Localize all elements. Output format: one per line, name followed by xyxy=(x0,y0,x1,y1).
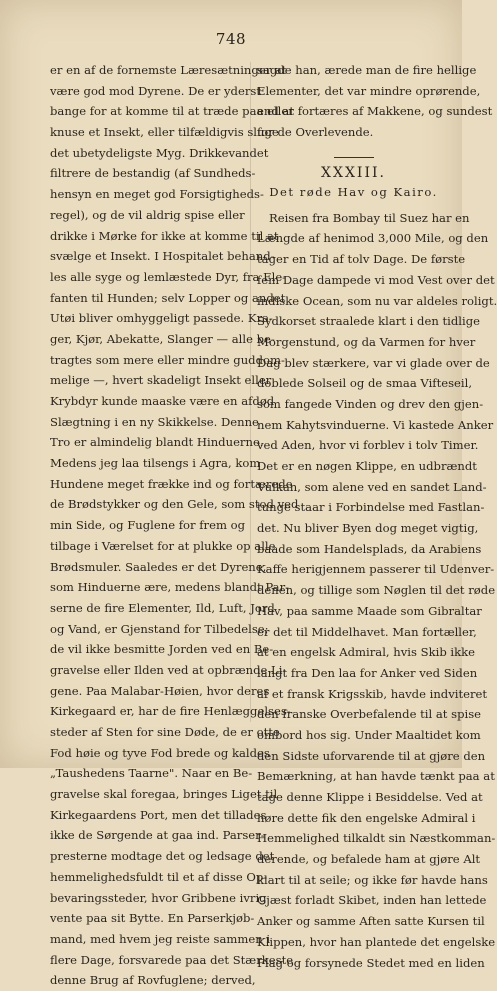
text-line: Hav, paa samme Maade som Gibraltar xyxy=(257,603,482,618)
text-line: Morgenstund, og da Varmen for hver xyxy=(257,334,476,349)
text-line: flere Dage, forsvarede paa det Stærkeste xyxy=(50,952,294,967)
text-line: Krybdyr kunde maaske være en afdød xyxy=(50,394,275,408)
text-line: hensyn en meget god Forsigtigheds- xyxy=(50,187,264,202)
text-line: af et fransk Krigsskib, havde indviteret xyxy=(257,686,488,701)
chapter-rule xyxy=(334,157,374,158)
text-line: Utøi bliver omhyggeligt passede. Kra- xyxy=(50,311,273,326)
text-line: melige —, hvert skadeligt Insekt eller xyxy=(50,373,272,388)
text-line: Bemærkning, at han havde tænkt paa at xyxy=(257,769,495,784)
text-line: Reisen fra Bombay til Suez har en xyxy=(269,210,470,225)
right-column-continuation xyxy=(257,60,493,143)
text-line: er en af de fornemste Læresætninger at xyxy=(50,63,287,77)
text-line: Det er en nøgen Klippe, en udbrændt xyxy=(257,459,477,473)
column-gutter xyxy=(250,62,251,722)
text-line: langt fra Den laa for Anker ved Siden xyxy=(257,665,478,680)
text-line: de Brødstykker og den Gele, som stod ved xyxy=(50,497,299,512)
text-line: Vulkan, som alene ved en sandet Land- xyxy=(257,479,487,494)
text-line: ved Aden, hvor vi forblev i tolv Timer. xyxy=(257,438,479,453)
text-line: mand, med hvem jeg reiste sammen i xyxy=(50,931,271,946)
text-line: som fangede Vinden og drev den gjen- xyxy=(257,396,484,411)
text-line: indiske Ocean, som nu var aldeles roligt. xyxy=(257,293,497,308)
text-line: Kirkegaardens Port, men det tillades xyxy=(50,807,267,822)
text-line: Kaffe herigjennem passerer til Udenver- xyxy=(257,562,495,577)
text-line: Hundene meget frække ind og fortærede xyxy=(50,476,293,491)
text-line: Slægtning i en ny Skikkelse. Denne xyxy=(50,414,259,429)
text-line: Gjæst forladt Skibet, inden han lettede xyxy=(257,893,487,908)
text-line: ombord hos sig. Under Maaltidet kom xyxy=(257,727,481,742)
text-line: presterne modtage det og ledsage det xyxy=(50,849,275,864)
page-number: 748 xyxy=(215,30,247,48)
chapter-numeral: XXXIII. xyxy=(321,164,386,181)
text-line: fanten til Hunden; selv Lopper og andet xyxy=(50,290,286,305)
text-line: den franske Overbefalende til at spise xyxy=(257,707,482,722)
text-line: svælge et Insekt. I Hospitalet behand- xyxy=(50,249,275,264)
text-line: ger, Kjør, Abekatte, Slanger — alle be- xyxy=(50,331,275,346)
left-column xyxy=(50,60,299,991)
right-column xyxy=(257,60,497,973)
text-line: hemmelighedsfuldt til et af disse Op- xyxy=(50,869,268,884)
text-line: Dag blev stærkere, var vi glade over de xyxy=(257,355,490,370)
text-line: gene. Paa Malabar-Høien, hvor deres xyxy=(50,683,270,698)
text-line: det. Nu bliver Byen dog meget vigtig, xyxy=(257,521,479,536)
text-line: Tro er almindelig blandt Hinduerne. xyxy=(50,435,264,450)
text-line: de vil ikke besmitte Jorden ved en Be- xyxy=(50,642,274,657)
text-line: steder af Sten for sine Døde, de er otte xyxy=(50,725,280,739)
text-line: høre dette fik den engelske Admiral i xyxy=(257,810,476,825)
text-line: Flag og forsynede Stedet med en liden xyxy=(257,955,485,970)
text-line: regel), og de vil aldrig spise eller xyxy=(50,207,245,222)
text-line: gravelse eller Ilden ved at opbrænde Li- xyxy=(50,662,287,677)
text-line: tilbage i Værelset for at plukke op alle xyxy=(50,538,276,553)
text-line: tage denne Klippe i Besiddelse. Ved at xyxy=(257,790,483,804)
text-line: baade som Handelsplads, da Arabiens xyxy=(257,541,482,556)
text-line: være god mod Dyrene. De er yderst xyxy=(50,83,261,98)
text-line: ikke de Sørgende at gaa ind. Parser- xyxy=(50,828,265,843)
text-line: Medens jeg laa tilsengs i Agra, kom xyxy=(50,456,261,471)
text-line: drikke i Mørke for ikke at komme til at xyxy=(50,228,279,243)
text-line: doblede Solseil og de smaa Vifteseil, xyxy=(257,376,473,391)
text-line: tager en Tid af tolv Dage. De første xyxy=(257,252,466,267)
text-line: Fod høie og tyve Fod brede og kaldes xyxy=(50,745,270,760)
chapter-title: Det røde Hav og Kairo. xyxy=(269,184,438,199)
text-line: Anker og samme Aften satte Kursen til xyxy=(257,914,485,929)
text-line: bange for at komme til at træde paa eller xyxy=(50,104,294,119)
text-line: Brødsmuler. Saaledes er det Dyrene, xyxy=(50,559,267,574)
text-line: den Sidste uforvarende til at gjøre den xyxy=(257,748,486,763)
text-line: derende, og befalede ham at gjøre Alt xyxy=(257,852,481,867)
text-line: gravelse skal foregaa, bringes Liget til xyxy=(50,787,278,802)
text-line: Elementer, det var mindre oprørende, xyxy=(257,83,481,98)
text-line: at en engelsk Admiral, hvis Skib ikke xyxy=(257,645,476,660)
text-line: er det til Middelhavet. Man fortæller, xyxy=(257,624,477,639)
text-line: nem Kahytsvinduerne. Vi kastede Anker xyxy=(257,417,494,432)
text-line: „Taushedens Taarne". Naar en Be- xyxy=(50,766,253,781)
text-line: Kirkegaard er, har de fire Henlæggelses- xyxy=(50,704,291,719)
text-line: og Vand, er Gjenstand for Tilbedelse; xyxy=(50,621,269,636)
text-line: end at fortæres af Makkene, og sundest xyxy=(257,104,493,119)
text-line: les alle syge og lemlæstede Dyr, fra Ele- xyxy=(50,269,287,284)
text-line: Klippen, hvor han plantede det engelske xyxy=(257,934,496,949)
text-line: serne de fire Elementer, Ild, Luft, Jord xyxy=(50,600,275,615)
text-line: sagde han, ærede man de fire hellige xyxy=(257,63,477,77)
text-line: Længde af henimod 3,000 Mile, og den xyxy=(257,231,489,246)
text-line: vente paa sit Bytte. En Parserkjøb- xyxy=(50,911,255,926)
text-line: det ubetydeligste Myg. Drikkevandet xyxy=(50,145,269,160)
text-line: denne Brug af Rovfuglene; derved, xyxy=(50,973,256,988)
text-line: bevaringssteder, hvor Gribbene ivrig xyxy=(50,890,267,905)
text-line: knuse et Insekt, eller tilfældigvis sluge xyxy=(50,125,279,140)
text-line: for de Overlevende. xyxy=(257,125,374,140)
text-line: tunge staar i Forbindelse med Fastlan- xyxy=(257,500,485,515)
text-line: Sydkorset straalede klart i den tidlige xyxy=(257,314,480,329)
text-line: fem Dage dampede vi mod Vest over det xyxy=(257,272,495,287)
text-line: klart til at seile; og ikke før havde hans xyxy=(257,872,488,887)
text-line: denen, og tillige som Nøglen til det røde xyxy=(257,583,496,598)
text-line: Hemmelighed tilkaldt sin Næstkomman- xyxy=(257,831,496,846)
text-line: tragtes som mere eller mindre guddom- xyxy=(50,352,285,367)
text-line: min Side, og Fuglene for frem og xyxy=(50,518,246,533)
text-line: som Hinduerne ære, medens blandt Par- xyxy=(50,580,290,595)
text-line: filtrere de bestandig (af Sundheds- xyxy=(50,166,256,181)
chapter-body xyxy=(257,208,497,973)
